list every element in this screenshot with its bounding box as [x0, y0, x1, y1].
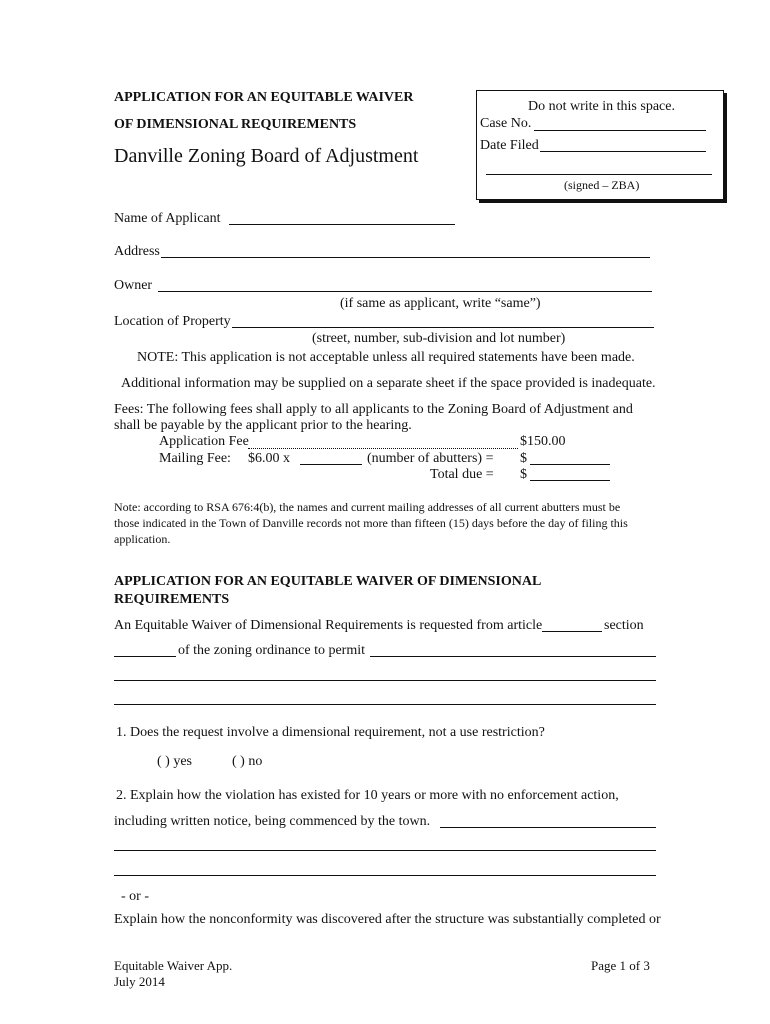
- waiver-request-text: An Equitable Waiver of Dimensional Requirements is requested from article: [114, 618, 543, 633]
- zoning-permit-text: of the zoning ordinance to permit: [178, 643, 365, 658]
- additional-info-note: Additional information may be supplied on a separate sheet if the space provided is inadequate.: [121, 376, 656, 391]
- required-statements-note: NOTE: This application is not acceptable unless all required statements have been made.: [137, 350, 635, 365]
- total-due-dollar: $: [520, 467, 527, 482]
- address-label: Address: [114, 244, 160, 259]
- section-number-field[interactable]: [114, 656, 176, 657]
- section-heading-line2: REQUIREMENTS: [114, 592, 230, 607]
- mailing-fee-dollar: $: [520, 451, 527, 466]
- date-filed-label: Date Filed: [480, 138, 539, 153]
- location-field[interactable]: [232, 327, 654, 328]
- yes-checkbox[interactable]: ( ) yes: [157, 754, 192, 769]
- or-separator: - or -: [121, 889, 149, 904]
- mailing-fee-label: Mailing Fee:: [159, 451, 231, 466]
- question-2-line2: including written notice, being commenced by the town.: [114, 814, 431, 829]
- signed-zba-label: (signed – ZBA): [564, 178, 640, 192]
- question-2-line1: 2. Explain how the violation has existed for 10 years or more with no enforcement action,: [116, 788, 619, 803]
- location-hint: (street, number, sub-division and lot number): [312, 331, 566, 346]
- application-fee-amount: $150.00: [520, 434, 566, 449]
- permit-purpose-line3[interactable]: [114, 704, 656, 705]
- form-title-line2: OF DIMENSIONAL REQUIREMENTS: [114, 117, 357, 132]
- date-filed-field[interactable]: [540, 151, 706, 152]
- permit-purpose-line2[interactable]: [114, 680, 656, 681]
- section-heading-line1: APPLICATION FOR AN EQUITABLE WAIVER OF DIMENSIONAL: [114, 574, 542, 589]
- fees-intro-line1: Fees: The following fees shall apply to all applicants to the Zoning Board of Adjustment and: [114, 402, 633, 417]
- board-name: Danville Zoning Board of Adjustment: [114, 145, 419, 167]
- case-no-label: Case No.: [480, 116, 532, 131]
- no-checkbox[interactable]: ( ) no: [232, 754, 263, 769]
- location-label: Location of Property: [114, 314, 231, 329]
- rsa-note-line2: those indicated in the Town of Danville records not more than fifteen (15) days before the day of filing this: [114, 516, 628, 530]
- total-due-field[interactable]: [530, 480, 610, 481]
- question-2-answer-line3[interactable]: [114, 875, 656, 876]
- form-title-line1: APPLICATION FOR AN EQUITABLE WAIVER: [114, 90, 414, 105]
- page-number: Page 1 of 3: [591, 958, 650, 973]
- fees-intro-line2: shall be payable by the applicant prior to the hearing.: [114, 418, 412, 433]
- office-use-notice: Do not write in this space.: [528, 99, 675, 114]
- abutters-label: (number of abutters) =: [367, 451, 494, 466]
- owner-hint: (if same as applicant, write “same”): [340, 296, 541, 311]
- question-2-answer-line2[interactable]: [114, 850, 656, 851]
- article-field[interactable]: [542, 631, 602, 632]
- abutters-count-field[interactable]: [300, 464, 362, 465]
- footer-doc-date: July 2014: [114, 974, 165, 989]
- rsa-note-line3: application.: [114, 532, 171, 546]
- nonconformity-text: Explain how the nonconformity was discovered after the structure was substantially completed or: [114, 912, 661, 927]
- permit-purpose-field[interactable]: [370, 656, 656, 657]
- address-field[interactable]: [161, 257, 650, 258]
- footer-doc-name: Equitable Waiver App.: [114, 958, 233, 973]
- mailing-fee-rate: $6.00 x: [248, 451, 290, 466]
- owner-label: Owner: [114, 278, 153, 293]
- application-fee-label: Application Fee: [159, 434, 249, 449]
- total-due-label: Total due =: [430, 467, 494, 482]
- mailing-fee-field[interactable]: [530, 464, 610, 465]
- applicant-name-field[interactable]: [229, 224, 455, 225]
- rsa-note-line1: Note: according to RSA 676:4(b), the names and current mailing addresses of all current abutters must be: [114, 500, 621, 514]
- applicant-name-label: Name of Applicant: [114, 211, 221, 226]
- question-1: 1. Does the request involve a dimensional requirement, not a use restriction?: [116, 725, 545, 740]
- owner-field[interactable]: [158, 291, 652, 292]
- zba-signature-field[interactable]: [486, 174, 712, 175]
- question-2-answer-field[interactable]: [440, 827, 656, 828]
- section-word: section: [604, 618, 644, 633]
- case-no-field[interactable]: [534, 130, 706, 131]
